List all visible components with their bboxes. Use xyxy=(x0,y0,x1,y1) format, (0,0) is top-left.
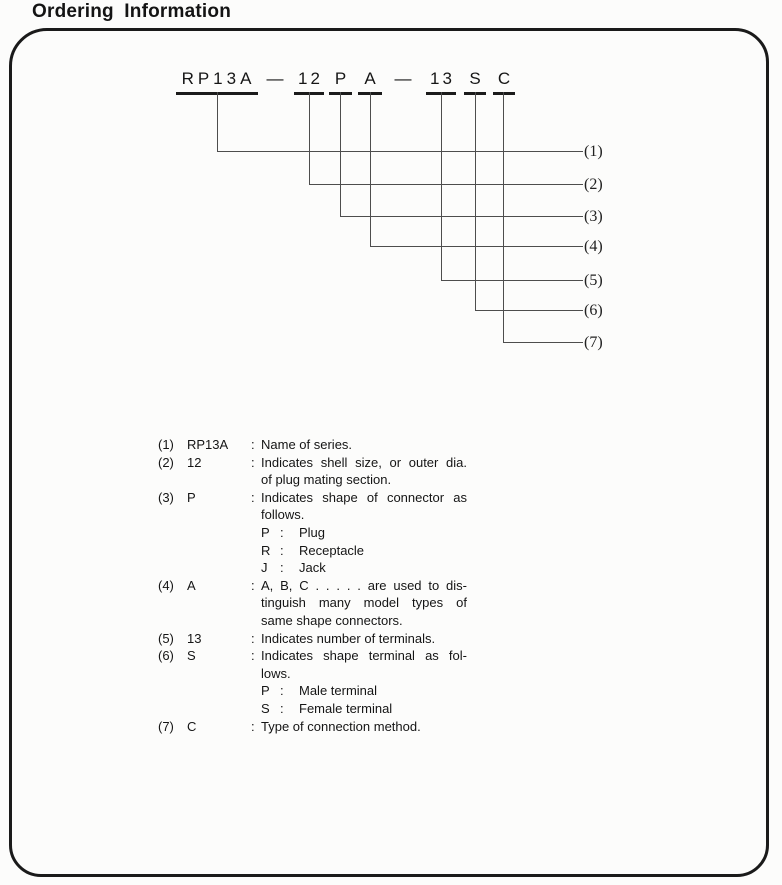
callout-label-1: (1) xyxy=(584,143,603,160)
explanation-description-line: lows. xyxy=(261,665,291,681)
explanation-description xyxy=(261,630,467,648)
callout-vline-2 xyxy=(309,92,310,185)
explanation-description-lines xyxy=(261,436,467,454)
subitem-value: Plug xyxy=(299,524,326,540)
part-segment-model-type: A xyxy=(358,66,382,95)
explanation-description-lines xyxy=(261,454,467,489)
explanation-description-line: Type of connection method. xyxy=(261,718,421,734)
explanation-subitem xyxy=(261,524,467,542)
subitem-key: P xyxy=(261,524,270,540)
part-segment-series: RP13A xyxy=(176,66,258,95)
explanation-code: P xyxy=(187,489,196,505)
callout-hline-7 xyxy=(503,342,583,343)
callout-vline-3 xyxy=(340,92,341,217)
explanation-description-lines xyxy=(261,647,467,682)
callout-label-5: (5) xyxy=(584,272,603,289)
explanation-description-line: Indicates number of terminals. xyxy=(261,630,436,646)
explanation-row-7 xyxy=(158,718,470,736)
subitem-value: Receptacle xyxy=(299,542,365,558)
callout-vline-6 xyxy=(475,92,476,311)
explanation-description-lines xyxy=(261,630,467,648)
explanation-description-line: tinguish many model types of xyxy=(261,595,467,611)
subitem-value: Female terminal xyxy=(299,700,393,716)
explanation-number: (4) xyxy=(158,577,174,593)
explanation-description-line: same shape connectors. xyxy=(261,612,403,628)
subitem-colon: : xyxy=(280,700,284,716)
subitem-key: P xyxy=(261,683,270,699)
explanation-colon: : xyxy=(251,577,255,593)
callout-label-2: (2) xyxy=(584,176,603,193)
explanation-number: (5) xyxy=(158,630,174,646)
explanation-description-line: follows. xyxy=(261,507,305,523)
callout-hline-2 xyxy=(309,184,583,185)
explanation-description-lines xyxy=(261,577,467,630)
subitem-colon: : xyxy=(280,560,284,576)
explanation-subitem xyxy=(261,542,467,560)
explanation-colon: : xyxy=(251,630,255,646)
explanation-description-lines xyxy=(261,718,467,736)
explanation-code: A xyxy=(187,577,196,593)
explanation-number: (1) xyxy=(158,437,174,452)
explanation-description-line: Name of series. xyxy=(261,437,353,452)
explanation-code: C xyxy=(187,718,197,734)
explanation-number: (6) xyxy=(158,648,174,664)
explanation-number: (2) xyxy=(158,454,174,470)
explanation-number: (7) xyxy=(158,718,174,734)
explanation-description xyxy=(261,647,467,717)
explanation-row-3 xyxy=(158,489,470,577)
part-segment-terminal-shape: S xyxy=(464,66,486,95)
part-separator-dash: — xyxy=(394,69,412,88)
explanation-subitem xyxy=(261,559,467,577)
callout-hline-1 xyxy=(217,151,583,152)
explanation-description-lines xyxy=(261,489,467,524)
subitem-colon: : xyxy=(280,542,284,558)
explanation-colon: : xyxy=(251,648,255,664)
subitem-key: R xyxy=(261,542,271,558)
callout-label-4: (4) xyxy=(584,238,603,255)
explanation-row-1 xyxy=(158,436,470,454)
explanation-row-5 xyxy=(158,630,470,648)
explanation-list xyxy=(158,436,470,735)
explanation-description-line: Indicates shape terminal as fol- xyxy=(261,648,467,664)
callout-label-7: (7) xyxy=(584,334,603,351)
explanation-description-line: Indicates shape of connector as xyxy=(261,489,467,505)
subitem-colon: : xyxy=(280,524,284,540)
explanation-code: S xyxy=(187,648,196,664)
part-segment-shell-size: 12 xyxy=(294,66,324,95)
callout-hline-4 xyxy=(370,246,583,247)
callout-label-6: (6) xyxy=(584,302,603,319)
explanation-code: 12 xyxy=(187,454,202,470)
explanation-colon: : xyxy=(251,718,255,734)
explanation-colon: : xyxy=(251,437,255,452)
explanation-code: RP13A xyxy=(187,437,229,452)
explanation-description xyxy=(261,489,467,577)
explanation-row-2 xyxy=(158,454,470,489)
subitem-value: Male terminal xyxy=(299,683,378,699)
callout-vline-4 xyxy=(370,92,371,247)
callout-vline-5 xyxy=(441,92,442,281)
explanation-description xyxy=(261,454,467,489)
explanation-description-line: A, B, C . . . . . are used to dis- xyxy=(261,577,467,593)
subitem-key: J xyxy=(261,560,268,576)
explanation-colon: : xyxy=(251,489,255,505)
explanation-subitem xyxy=(261,682,467,700)
subitem-value: Jack xyxy=(299,560,326,576)
explanation-row-4 xyxy=(158,577,470,630)
explanation-description-line: Indicates shell size, or outer dia. xyxy=(261,454,467,470)
explanation-colon: : xyxy=(251,454,255,470)
callout-hline-5 xyxy=(441,280,583,281)
callout-hline-3 xyxy=(340,216,583,217)
explanation-row-6 xyxy=(158,647,470,717)
page-title: Ordering Information xyxy=(32,1,231,22)
callout-vline-1 xyxy=(217,92,218,152)
explanation-description-line: of plug mating section. xyxy=(261,472,392,488)
explanation-description xyxy=(261,718,467,736)
explanation-subitem xyxy=(261,700,467,718)
part-segment-terminals: 13 xyxy=(426,66,456,95)
subitem-colon: : xyxy=(280,683,284,699)
callout-vline-7 xyxy=(503,92,504,343)
callout-hline-6 xyxy=(475,310,583,311)
explanation-description xyxy=(261,436,467,454)
explanation-number: (3) xyxy=(158,489,174,505)
part-separator-dash: — xyxy=(266,69,284,88)
callout-label-3: (3) xyxy=(584,208,603,225)
part-segment-connection: C xyxy=(493,66,515,95)
part-segment-shape: P xyxy=(329,66,352,95)
explanation-description xyxy=(261,577,467,630)
explanation-code: 13 xyxy=(187,630,202,646)
subitem-key: S xyxy=(261,700,270,716)
